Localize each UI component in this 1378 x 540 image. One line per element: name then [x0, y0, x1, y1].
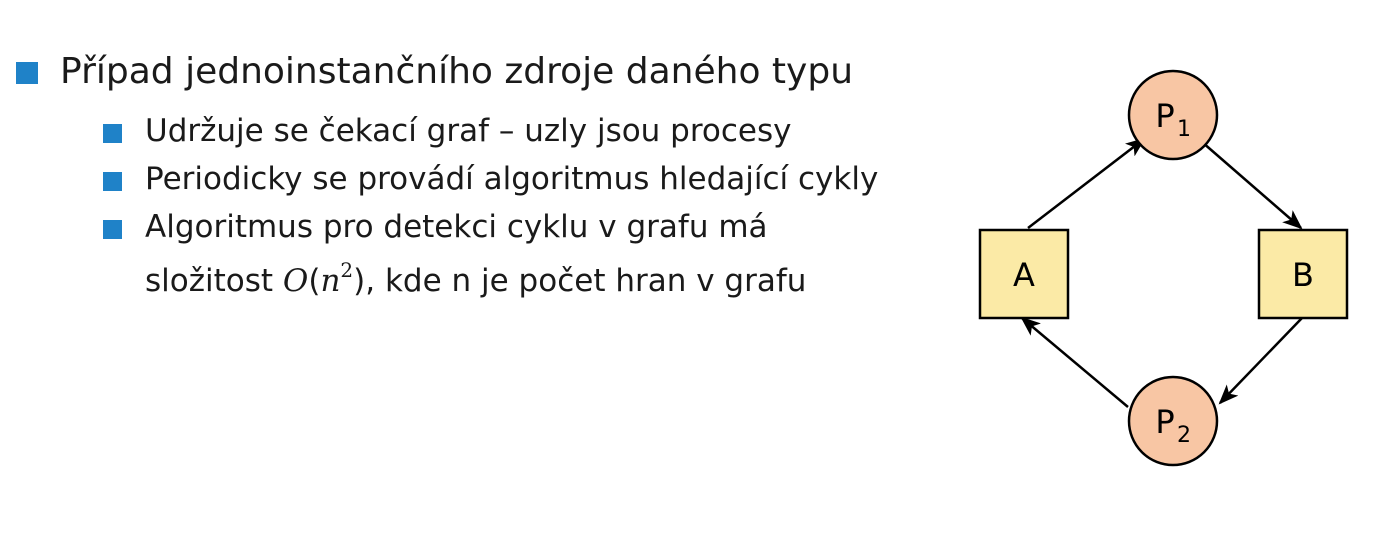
complexity-text-after: , kde n je počet hran v grafu [365, 263, 807, 299]
process-node-p1 [1129, 71, 1217, 159]
math-paren-close: ) [353, 263, 366, 299]
process-node-p2-label: P [1155, 403, 1175, 441]
sub-bullet [103, 158, 923, 201]
math-exponent: 2 [340, 258, 354, 282]
edge-a-to-p1 [1028, 139, 1144, 228]
bullet-square-icon [103, 124, 122, 143]
edge-p1-to-b [1202, 142, 1301, 228]
wait-for-graph [960, 60, 1360, 480]
resource-node-b-label: B [1292, 256, 1314, 294]
sub-bullet-text: Periodicky se provádí algoritmus hledající cykly [145, 161, 879, 197]
main-bullet [0, 50, 940, 94]
process-node-p2 [1129, 377, 1217, 465]
bullet-square-icon [103, 220, 122, 239]
sub-bullet-text: Udržuje se čekací graf – uzly jsou procesy [145, 113, 792, 149]
math-variable: n [320, 263, 341, 299]
math-paren-open: ( [308, 263, 321, 299]
process-node-p1-label: P [1155, 97, 1175, 135]
process-node-p1-subscript: 1 [1177, 117, 1191, 142]
bullet-square-icon [103, 172, 122, 191]
edge-p2-to-a [1022, 318, 1128, 407]
sub-bullet [103, 110, 923, 153]
sub-bullet [103, 206, 923, 303]
resource-node-b [1259, 230, 1347, 318]
math-function: O [282, 263, 309, 299]
sub-bullet-complexity [145, 206, 905, 303]
bullet-square-icon [16, 62, 38, 84]
edge-b-to-p2 [1220, 318, 1302, 403]
process-node-p2-subscript: 2 [1177, 423, 1191, 448]
resource-node-a [980, 230, 1068, 318]
main-bullet-text: Případ jednoinstančního zdroje daného typu [60, 51, 854, 92]
complexity-text-before: Algoritmus pro detekci cyklu v grafu má složitost [145, 209, 768, 299]
sub-bullet-list [103, 110, 923, 308]
resource-node-a-label: A [1013, 256, 1035, 294]
